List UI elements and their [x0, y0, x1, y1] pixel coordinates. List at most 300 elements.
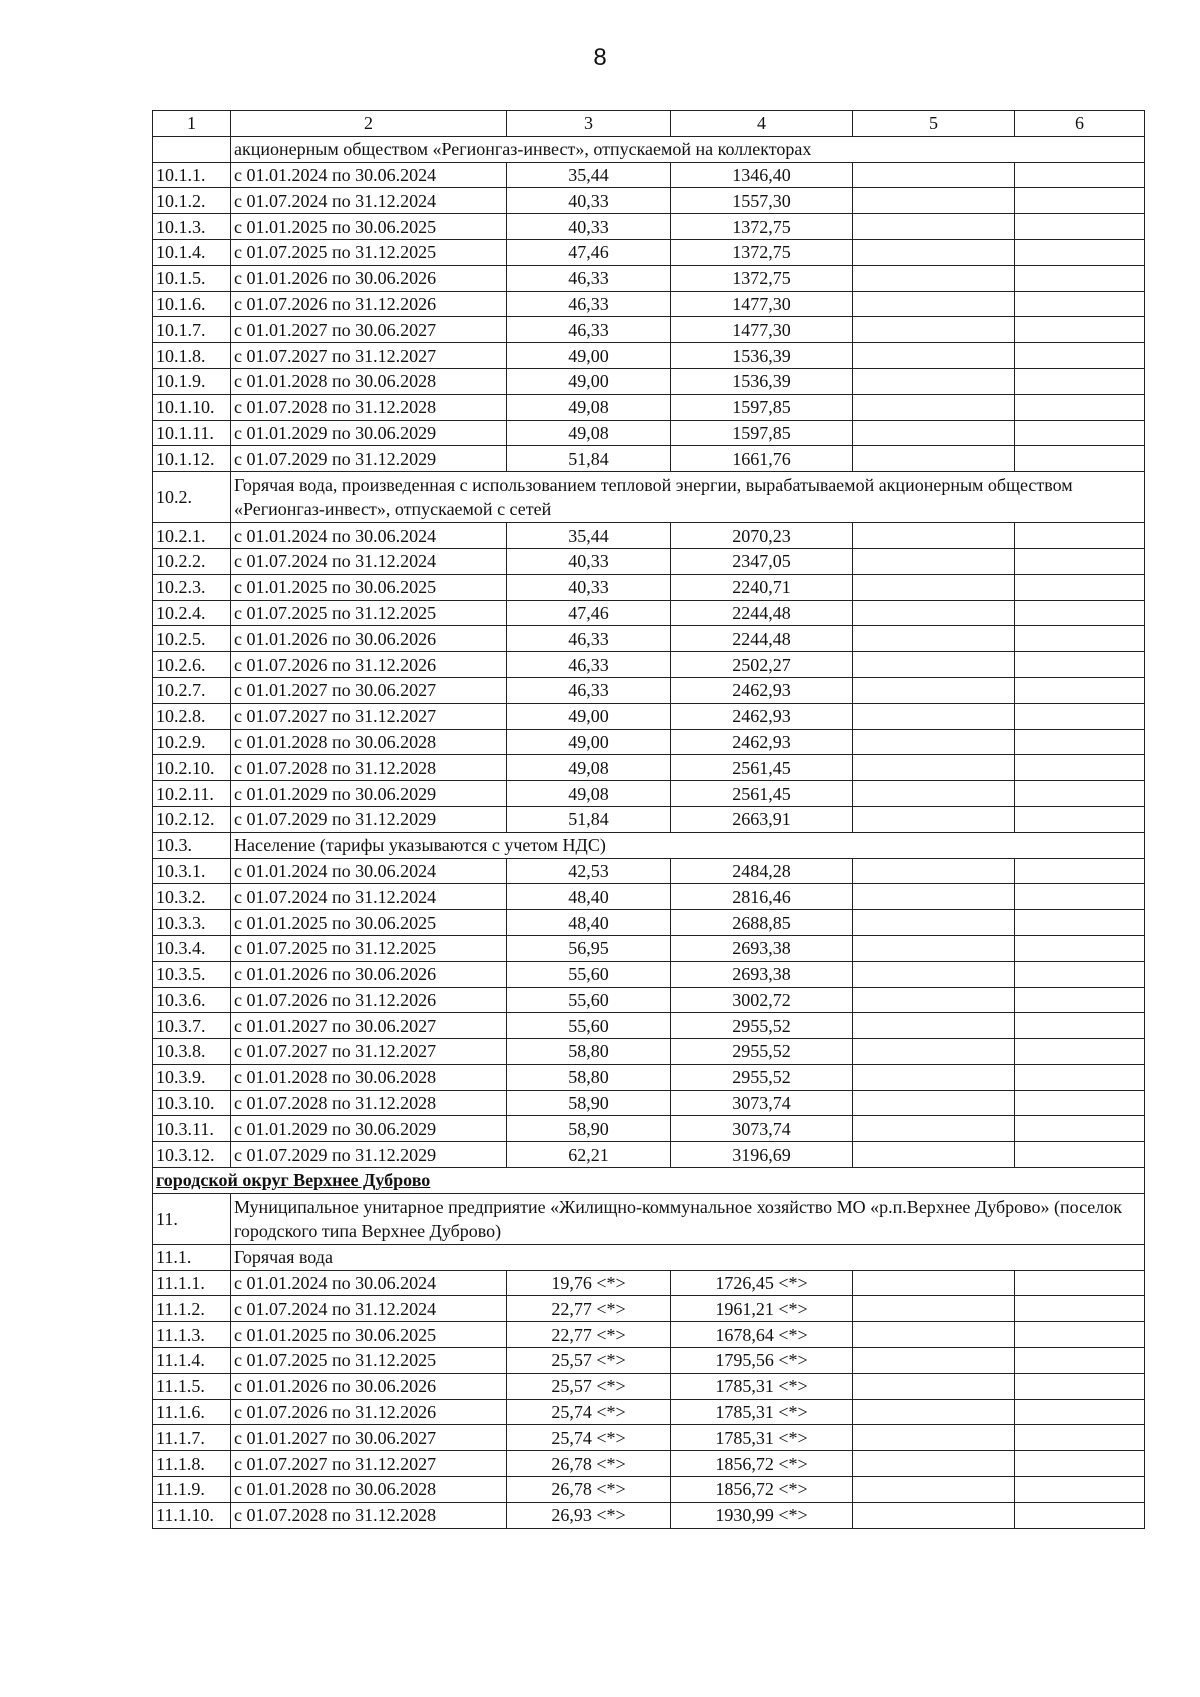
table-row: [153, 961, 1145, 987]
value-col4: 1785,31 <*>: [671, 1373, 853, 1399]
value-col4: 3073,74: [671, 1116, 853, 1142]
value-col3: 40,33: [507, 188, 671, 214]
value-col5: [853, 162, 1015, 188]
value-col3: 46,33: [507, 652, 671, 678]
table-row: [153, 1064, 1145, 1090]
table-row: [153, 574, 1145, 600]
row-number: 10.1.6.: [153, 291, 231, 317]
value-col6: [1015, 987, 1145, 1013]
row-number: 10.3.8.: [153, 1039, 231, 1065]
value-col5: [853, 291, 1015, 317]
value-col4: 2462,93: [671, 677, 853, 703]
value-col3: 26,78 <*>: [507, 1477, 671, 1503]
value-col3: 25,57 <*>: [507, 1373, 671, 1399]
period: с 01.01.2027 по 30.06.2027: [231, 317, 507, 343]
value-col5: [853, 265, 1015, 291]
page-number: 8: [593, 44, 607, 71]
value-col3: 49,08: [507, 781, 671, 807]
value-col5: [853, 368, 1015, 394]
value-col6: [1015, 368, 1145, 394]
period: с 01.01.2027 по 30.06.2027: [231, 677, 507, 703]
value-col3: 49,00: [507, 343, 671, 369]
value-col6: [1015, 600, 1145, 626]
section-text: Горячая вода: [231, 1244, 1145, 1270]
value-col5: [853, 394, 1015, 420]
value-col5: [853, 1477, 1015, 1503]
row-number: 10.1.1.: [153, 162, 231, 188]
value-col3: 22,77 <*>: [507, 1322, 671, 1348]
value-col5: [853, 626, 1015, 652]
table-row: [153, 1270, 1145, 1296]
period: с 01.01.2026 по 30.06.2026: [231, 961, 507, 987]
value-col4: 1597,85: [671, 394, 853, 420]
table-row: [153, 1142, 1145, 1168]
row-number: 10.2.8.: [153, 703, 231, 729]
table-row: [153, 214, 1145, 240]
table-row: [153, 987, 1145, 1013]
value-col6: [1015, 1296, 1145, 1322]
period: с 01.01.2027 по 30.06.2027: [231, 1013, 507, 1039]
value-col3: 58,80: [507, 1039, 671, 1065]
value-col3: 47,46: [507, 600, 671, 626]
column-number: 2: [231, 111, 507, 137]
value-col5: [853, 806, 1015, 832]
row-number: 10.2.4.: [153, 600, 231, 626]
value-col6: [1015, 239, 1145, 265]
value-col3: 58,90: [507, 1090, 671, 1116]
section-row: [153, 1193, 1145, 1244]
table-row: [153, 1348, 1145, 1374]
row-number: 10.2.3.: [153, 574, 231, 600]
value-col4: 1477,30: [671, 317, 853, 343]
table-row: [153, 420, 1145, 446]
value-col3: 55,60: [507, 961, 671, 987]
row-number: 10.1.7.: [153, 317, 231, 343]
section-continuation-row: [153, 136, 1145, 162]
value-col4: 1346,40: [671, 162, 853, 188]
row-number: 11.1.6.: [153, 1399, 231, 1425]
value-col4: 2663,91: [671, 806, 853, 832]
row-number: 10.3.7.: [153, 1013, 231, 1039]
value-col5: [853, 548, 1015, 574]
value-col3: 25,57 <*>: [507, 1348, 671, 1374]
value-col3: 46,33: [507, 291, 671, 317]
value-col6: [1015, 291, 1145, 317]
row-number: 10.3.11.: [153, 1116, 231, 1142]
value-col6: [1015, 677, 1145, 703]
value-col5: [853, 1322, 1015, 1348]
table-row: [153, 368, 1145, 394]
value-col5: [853, 1116, 1015, 1142]
table-row: [153, 626, 1145, 652]
value-col3: 49,00: [507, 729, 671, 755]
table-row: [153, 1013, 1145, 1039]
value-col5: [853, 1348, 1015, 1374]
value-col6: [1015, 317, 1145, 343]
value-col3: 47,46: [507, 239, 671, 265]
value-col5: [853, 420, 1015, 446]
period: с 01.07.2029 по 31.12.2029: [231, 446, 507, 472]
value-col6: [1015, 1451, 1145, 1477]
value-col6: [1015, 961, 1145, 987]
row-number: 11.1.2.: [153, 1296, 231, 1322]
value-col6: [1015, 162, 1145, 188]
table-row: [153, 1039, 1145, 1065]
value-col3: 49,08: [507, 755, 671, 781]
section-text: акционерным обществом «Регионгаз-инвест», отпускаемой на коллекторах: [231, 136, 1145, 162]
value-col4: 2347,05: [671, 548, 853, 574]
period: с 01.01.2026 по 30.06.2026: [231, 265, 507, 291]
row-number: 10.2.: [153, 472, 231, 523]
tariff-table: [152, 110, 1145, 1529]
column-number: 1: [153, 111, 231, 137]
table-row: [153, 188, 1145, 214]
period: с 01.01.2028 по 30.06.2028: [231, 729, 507, 755]
row-number: [153, 136, 231, 162]
row-number: 10.2.12.: [153, 806, 231, 832]
value-col5: [853, 1039, 1015, 1065]
period: с 01.07.2024 по 31.12.2024: [231, 1296, 507, 1322]
period: с 01.01.2025 по 30.06.2025: [231, 214, 507, 240]
section-text: Муниципальное унитарное предприятие «Жилищно-коммунальное хозяйство МО «р.п.Верхнее Дуброво» (поселок городского типа Верхнее Дуброво): [231, 1193, 1145, 1244]
value-col6: [1015, 420, 1145, 446]
period: с 01.07.2028 по 31.12.2028: [231, 755, 507, 781]
table-row: [153, 1090, 1145, 1116]
section-text: Население (тарифы указываются с учетом НДС): [231, 832, 1145, 858]
value-col3: 56,95: [507, 935, 671, 961]
value-col4: 1678,64 <*>: [671, 1322, 853, 1348]
value-col6: [1015, 910, 1145, 936]
value-col3: 58,80: [507, 1064, 671, 1090]
value-col5: [853, 1064, 1015, 1090]
table-row: [153, 781, 1145, 807]
value-col6: [1015, 214, 1145, 240]
value-col5: [853, 1373, 1015, 1399]
value-col3: 46,33: [507, 626, 671, 652]
period: с 01.01.2026 по 30.06.2026: [231, 1373, 507, 1399]
table-row: [153, 1296, 1145, 1322]
value-col5: [853, 1142, 1015, 1168]
value-col4: 2484,28: [671, 858, 853, 884]
value-col6: [1015, 548, 1145, 574]
value-col5: [853, 910, 1015, 936]
value-col3: 26,78 <*>: [507, 1451, 671, 1477]
value-col5: [853, 188, 1015, 214]
value-col6: [1015, 858, 1145, 884]
row-number: 10.2.7.: [153, 677, 231, 703]
value-col4: 1930,99 <*>: [671, 1502, 853, 1528]
value-col4: 1372,75: [671, 214, 853, 240]
section-text: Горячая вода, произведенная с использованием тепловой энергии, вырабатываемой акционерным обществом «Регионгаз-инвест», отпускаемой с сетей: [231, 472, 1145, 523]
period: с 01.07.2024 по 31.12.2024: [231, 548, 507, 574]
value-col4: 2955,52: [671, 1064, 853, 1090]
value-col3: 35,44: [507, 523, 671, 549]
row-number: 10.1.2.: [153, 188, 231, 214]
period: с 01.07.2026 по 31.12.2026: [231, 291, 507, 317]
value-col4: 3196,69: [671, 1142, 853, 1168]
row-number: 10.3.3.: [153, 910, 231, 936]
period: с 01.07.2026 по 31.12.2026: [231, 652, 507, 678]
value-col3: 26,93 <*>: [507, 1502, 671, 1528]
table-row: [153, 858, 1145, 884]
value-col5: [853, 1399, 1015, 1425]
value-col6: [1015, 781, 1145, 807]
table-row: [153, 806, 1145, 832]
table-row: [153, 1399, 1145, 1425]
table-row: [153, 1322, 1145, 1348]
period: с 01.01.2024 по 30.06.2024: [231, 523, 507, 549]
value-col6: [1015, 1142, 1145, 1168]
district-name: городской округ Верхнее Дуброво: [153, 1168, 1145, 1194]
column-number: 4: [671, 111, 853, 137]
value-col4: 2244,48: [671, 626, 853, 652]
value-col6: [1015, 729, 1145, 755]
table-row: [153, 291, 1145, 317]
value-col4: 2462,93: [671, 703, 853, 729]
value-col4: 1477,30: [671, 291, 853, 317]
period: с 01.07.2027 по 31.12.2027: [231, 703, 507, 729]
row-number: 11.1.9.: [153, 1477, 231, 1503]
table-row: [153, 884, 1145, 910]
value-col4: 1557,30: [671, 188, 853, 214]
value-col6: [1015, 446, 1145, 472]
table-row: [153, 1502, 1145, 1528]
value-col5: [853, 987, 1015, 1013]
table-row: [153, 652, 1145, 678]
value-col4: 1661,76: [671, 446, 853, 472]
value-col4: 2693,38: [671, 935, 853, 961]
table-row: [153, 677, 1145, 703]
row-number: 10.2.9.: [153, 729, 231, 755]
row-number: 10.1.10.: [153, 394, 231, 420]
value-col4: 1961,21 <*>: [671, 1296, 853, 1322]
row-number: 10.2.10.: [153, 755, 231, 781]
period: с 01.07.2024 по 31.12.2024: [231, 884, 507, 910]
row-number: 10.3.9.: [153, 1064, 231, 1090]
value-col5: [853, 1296, 1015, 1322]
period: с 01.07.2025 по 31.12.2025: [231, 1348, 507, 1374]
value-col6: [1015, 1090, 1145, 1116]
table-row: [153, 239, 1145, 265]
value-col3: 49,00: [507, 703, 671, 729]
value-col6: [1015, 1477, 1145, 1503]
value-col3: 51,84: [507, 446, 671, 472]
value-col3: 40,33: [507, 548, 671, 574]
row-number: 10.3.5.: [153, 961, 231, 987]
value-col4: 2462,93: [671, 729, 853, 755]
value-col5: [853, 1270, 1015, 1296]
value-col3: 46,33: [507, 265, 671, 291]
period: с 01.07.2026 по 31.12.2026: [231, 1399, 507, 1425]
period: с 01.01.2027 по 30.06.2027: [231, 1425, 507, 1451]
value-col6: [1015, 1039, 1145, 1065]
value-col6: [1015, 652, 1145, 678]
row-number: 10.3.10.: [153, 1090, 231, 1116]
value-col4: 2955,52: [671, 1039, 853, 1065]
table-row: [153, 1425, 1145, 1451]
row-number: 10.3.1.: [153, 858, 231, 884]
value-col3: 48,40: [507, 884, 671, 910]
table-row: [153, 1373, 1145, 1399]
value-col6: [1015, 1064, 1145, 1090]
column-number: 3: [507, 111, 671, 137]
value-col3: 46,33: [507, 677, 671, 703]
row-number: 10.2.5.: [153, 626, 231, 652]
table-row: [153, 1477, 1145, 1503]
value-col5: [853, 574, 1015, 600]
row-number: 10.1.5.: [153, 265, 231, 291]
value-col5: [853, 239, 1015, 265]
period: с 01.01.2024 по 30.06.2024: [231, 1270, 507, 1296]
section-row: [153, 472, 1145, 523]
value-col3: 48,40: [507, 910, 671, 936]
period: с 01.01.2029 по 30.06.2029: [231, 1116, 507, 1142]
value-col5: [853, 677, 1015, 703]
row-number: 10.2.6.: [153, 652, 231, 678]
period: с 01.07.2029 по 31.12.2029: [231, 1142, 507, 1168]
value-col4: 1785,31 <*>: [671, 1425, 853, 1451]
value-col4: 1726,45 <*>: [671, 1270, 853, 1296]
value-col4: 2816,46: [671, 884, 853, 910]
value-col4: 1795,56 <*>: [671, 1348, 853, 1374]
value-col5: [853, 214, 1015, 240]
period: с 01.01.2025 по 30.06.2025: [231, 1322, 507, 1348]
table-row: [153, 703, 1145, 729]
row-number: 10.1.4.: [153, 239, 231, 265]
value-col3: 49,08: [507, 420, 671, 446]
value-col5: [853, 652, 1015, 678]
table-row: [153, 317, 1145, 343]
period: с 01.01.2024 по 30.06.2024: [231, 162, 507, 188]
row-number: 10.3.6.: [153, 987, 231, 1013]
value-col5: [853, 781, 1015, 807]
value-col5: [853, 1013, 1015, 1039]
value-col5: [853, 1425, 1015, 1451]
row-number: 10.1.12.: [153, 446, 231, 472]
value-col4: 1785,31 <*>: [671, 1399, 853, 1425]
value-col4: 1372,75: [671, 239, 853, 265]
value-col4: 2070,23: [671, 523, 853, 549]
value-col4: 2561,45: [671, 781, 853, 807]
value-col6: [1015, 1399, 1145, 1425]
value-col6: [1015, 188, 1145, 214]
value-col3: 55,60: [507, 987, 671, 1013]
value-col4: 1536,39: [671, 343, 853, 369]
value-col6: [1015, 884, 1145, 910]
value-col4: 1856,72 <*>: [671, 1451, 853, 1477]
row-number: 11.1.8.: [153, 1451, 231, 1477]
period: с 01.07.2027 по 31.12.2027: [231, 1451, 507, 1477]
value-col6: [1015, 523, 1145, 549]
value-col4: 2955,52: [671, 1013, 853, 1039]
row-number: 10.1.8.: [153, 343, 231, 369]
period: с 01.07.2026 по 31.12.2026: [231, 987, 507, 1013]
value-col6: [1015, 703, 1145, 729]
value-col6: [1015, 574, 1145, 600]
period: с 01.07.2025 по 31.12.2025: [231, 600, 507, 626]
row-number: 11.: [153, 1193, 231, 1244]
table-row: [153, 523, 1145, 549]
column-number: 6: [1015, 111, 1145, 137]
value-col3: 46,33: [507, 317, 671, 343]
period: с 01.01.2025 по 30.06.2025: [231, 910, 507, 936]
value-col5: [853, 523, 1015, 549]
value-col3: 42,53: [507, 858, 671, 884]
value-col4: 3073,74: [671, 1090, 853, 1116]
table-row: [153, 446, 1145, 472]
value-col4: 2688,85: [671, 910, 853, 936]
row-number: 10.3.2.: [153, 884, 231, 910]
row-number: 10.3.: [153, 832, 231, 858]
column-number: 5: [853, 111, 1015, 137]
value-col6: [1015, 1270, 1145, 1296]
value-col3: 55,60: [507, 1013, 671, 1039]
period: с 01.07.2028 по 31.12.2028: [231, 1502, 507, 1528]
value-col6: [1015, 806, 1145, 832]
value-col4: 2240,71: [671, 574, 853, 600]
period: с 01.01.2029 по 30.06.2029: [231, 420, 507, 446]
value-col5: [853, 343, 1015, 369]
value-col6: [1015, 1502, 1145, 1528]
table-row: [153, 343, 1145, 369]
value-col4: 1856,72 <*>: [671, 1477, 853, 1503]
value-col6: [1015, 343, 1145, 369]
value-col5: [853, 755, 1015, 781]
value-col6: [1015, 935, 1145, 961]
period: с 01.01.2028 по 30.06.2028: [231, 1064, 507, 1090]
value-col4: 1536,39: [671, 368, 853, 394]
period: с 01.07.2027 по 31.12.2027: [231, 343, 507, 369]
period: с 01.07.2025 по 31.12.2025: [231, 239, 507, 265]
value-col3: 25,74 <*>: [507, 1425, 671, 1451]
value-col4: 3002,72: [671, 987, 853, 1013]
period: с 01.07.2024 по 31.12.2024: [231, 188, 507, 214]
value-col3: 62,21: [507, 1142, 671, 1168]
value-col6: [1015, 1013, 1145, 1039]
value-col4: 2693,38: [671, 961, 853, 987]
value-col5: [853, 446, 1015, 472]
table-row: [153, 548, 1145, 574]
value-col5: [853, 884, 1015, 910]
value-col3: 51,84: [507, 806, 671, 832]
row-number: 10.2.1.: [153, 523, 231, 549]
period: с 01.07.2029 по 31.12.2029: [231, 806, 507, 832]
period: с 01.01.2028 по 30.06.2028: [231, 1477, 507, 1503]
value-col4: 2244,48: [671, 600, 853, 626]
row-number: 10.3.12.: [153, 1142, 231, 1168]
value-col6: [1015, 755, 1145, 781]
period: с 01.01.2025 по 30.06.2025: [231, 574, 507, 600]
value-col4: 2502,27: [671, 652, 853, 678]
period: с 01.01.2026 по 30.06.2026: [231, 626, 507, 652]
value-col3: 22,77 <*>: [507, 1296, 671, 1322]
value-col5: [853, 858, 1015, 884]
value-col5: [853, 935, 1015, 961]
value-col3: 58,90: [507, 1116, 671, 1142]
value-col6: [1015, 265, 1145, 291]
table-row: [153, 729, 1145, 755]
section-row: [153, 832, 1145, 858]
value-col5: [853, 729, 1015, 755]
value-col5: [853, 1502, 1015, 1528]
value-col5: [853, 703, 1015, 729]
row-number: 10.2.2.: [153, 548, 231, 574]
value-col5: [853, 1090, 1015, 1116]
row-number: 11.1.4.: [153, 1348, 231, 1374]
value-col3: 40,33: [507, 574, 671, 600]
value-col5: [853, 600, 1015, 626]
row-number: 11.1.: [153, 1244, 231, 1270]
